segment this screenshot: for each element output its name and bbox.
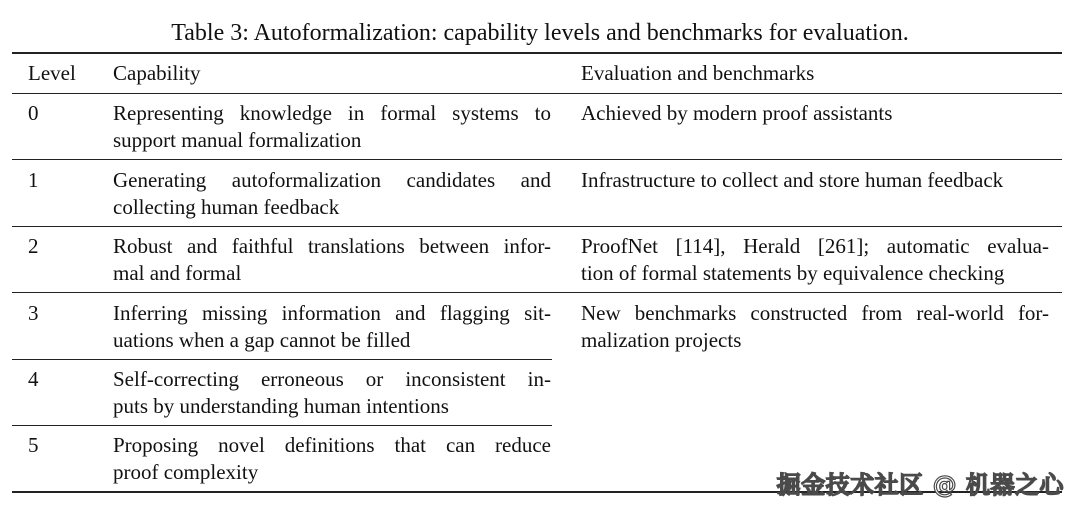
row-5-capability-line-2: proof complexity xyxy=(113,460,259,484)
row-4-capability-line-2: puts by understanding human intentions xyxy=(113,394,449,418)
row-3-evaluation-line-2: malization projects xyxy=(581,328,742,352)
row-5-capability xyxy=(113,432,551,486)
row-0-capability-line-2: support manual formalization xyxy=(113,128,362,152)
row-rule-2 xyxy=(12,292,1062,293)
row-4-capability-line-1: Self-correcting erroneous or inconsistent in- xyxy=(113,367,551,391)
row-2-evaluation-line-1: ProofNet [114], Herald [261]; automatic evalua- xyxy=(581,234,1049,258)
top-rule xyxy=(12,52,1062,54)
watermark: 掘金技术社区 @ 机器之心 xyxy=(776,471,1064,499)
row-0-evaluation-line-1: Achieved by modern proof assistants xyxy=(581,101,893,125)
row-2-capability xyxy=(113,233,551,287)
row-1-capability-line-2: collecting human feedback xyxy=(113,195,340,219)
row-1-evaluation xyxy=(581,167,1049,194)
row-3-capability-line-2: uations when a gap cannot be filled xyxy=(113,328,411,352)
row-1-evaluation-line-1: Infrastructure to collect and store human feedback xyxy=(581,168,1004,192)
row-0-level: 0 xyxy=(28,101,39,125)
row-3-evaluation-line-1: New benchmarks constructed from real-world for- xyxy=(581,301,1049,325)
header-level: Level xyxy=(28,61,76,85)
header-capability: Capability xyxy=(113,61,201,85)
row-3-capability xyxy=(113,300,551,354)
row-2-capability-line-2: mal and formal xyxy=(113,261,242,285)
row-2-capability-line-1: Robust and faithful translations between infor- xyxy=(113,234,551,258)
row-3-level: 3 xyxy=(28,301,39,325)
row-3-evaluation xyxy=(581,300,1049,354)
row-0-capability xyxy=(113,100,551,154)
header-evaluation: Evaluation and benchmarks xyxy=(581,61,815,85)
row-1-capability xyxy=(113,167,551,221)
table-caption: Table 3: Autoformalization: capability levels and benchmarks for evaluation. xyxy=(171,20,909,46)
row-4-level: 4 xyxy=(28,367,39,391)
row-rule-4 xyxy=(12,425,552,426)
row-rule-3 xyxy=(12,359,552,360)
row-rule-1 xyxy=(12,226,1062,227)
row-2-level: 2 xyxy=(28,234,39,258)
row-3-capability-line-1: Inferring missing information and flagging sit- xyxy=(113,301,551,325)
row-2-evaluation xyxy=(581,233,1049,287)
header-rule xyxy=(12,93,1062,94)
row-0-capability-line-1: Representing knowledge in formal systems to xyxy=(113,101,551,125)
row-1-level: 1 xyxy=(28,168,39,192)
row-4-capability xyxy=(113,366,551,420)
row-1-capability-line-1: Generating autoformalization candidates and xyxy=(113,168,551,192)
row-2-evaluation-line-2: tion of formal statements by equivalence checking xyxy=(581,261,1005,285)
row-0-evaluation xyxy=(581,100,1049,127)
row-5-level: 5 xyxy=(28,433,39,457)
row-5-capability-line-1: Proposing novel definitions that can reduce xyxy=(113,433,551,457)
row-rule-0 xyxy=(12,159,1062,160)
